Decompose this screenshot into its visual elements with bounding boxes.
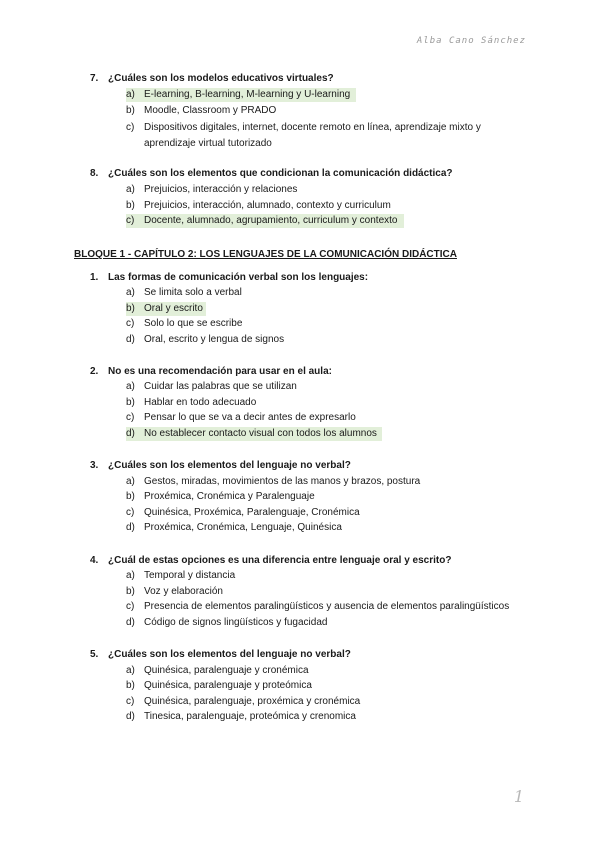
question-text: Las formas de comunicación verbal son los lenguajes: (108, 272, 369, 283)
option-text: Prejuicios, interacción, alumnado, contexto y curriculum (144, 200, 391, 211)
option-text: Proxémica, Cronémica y Paralenguaje (144, 491, 315, 502)
option-text: Presencia de elementos paralingüísticos y ausencia de elementos paralingüísticos (144, 601, 510, 612)
option-letter: c) (126, 696, 135, 707)
option-text: Tinesica, paralenguaje, proteómica y crenomica (144, 711, 356, 722)
option-4b (126, 585, 496, 599)
option-2b (126, 396, 496, 410)
question-number: 5. (90, 649, 99, 660)
option-5c (126, 695, 496, 709)
question-number: 3. (90, 460, 99, 471)
question-number: 7. (90, 73, 99, 84)
question-2 (90, 365, 332, 379)
option-2d (126, 427, 382, 441)
option-letter: b) (126, 586, 135, 597)
option-text: No establecer contacto visual con todos los alumnos (144, 428, 377, 439)
option-1a (126, 286, 496, 300)
option-letter: b) (126, 397, 135, 408)
option-text: Quinésica, paralenguaje y proteómica (144, 680, 312, 691)
option-1b (126, 302, 206, 316)
option-letter: a) (126, 381, 135, 392)
page-number: 1 (513, 787, 524, 806)
option-1c (126, 317, 496, 331)
option-3a (126, 475, 496, 489)
option-text: Quinésica, paralenguaje, proxémica y cronémica (144, 696, 361, 707)
question-text: ¿Cuáles son los elementos que condicionan la comunicación didáctica? (108, 168, 453, 179)
option-8b (126, 199, 496, 213)
option-text: Oral, escrito y lengua de signos (144, 334, 285, 345)
question-text: No es una recomendación para usar en el aula: (108, 366, 332, 377)
option-letter: a) (126, 184, 135, 195)
option-text: Docente, alumnado, agrupamiento, curriculum y contexto (144, 215, 398, 226)
author-name: Alba Cano Sánchez (416, 36, 526, 46)
option-7a (126, 88, 356, 102)
option-text: Prejuicios, interacción y relaciones (144, 184, 298, 195)
option-7b (126, 104, 496, 118)
option-5d (126, 710, 496, 724)
question-number: 8. (90, 168, 99, 179)
question-8 (90, 167, 453, 181)
option-3c (126, 506, 496, 520)
option-text: Temporal y distancia (144, 570, 236, 581)
question-4 (90, 554, 451, 568)
option-8c (126, 214, 404, 228)
question-1 (90, 271, 368, 285)
question-number: 1. (90, 272, 99, 283)
question-number: 4. (90, 555, 99, 566)
section-heading: BLOQUE 1 - CAPÍTULO 2: LOS LENGUAJES DE LA COMUNICACIÓN DIDÁCTICA (74, 249, 457, 260)
question-text: ¿Cuáles son los elementos del lenguaje no verbal? (108, 460, 351, 471)
question-7 (90, 72, 334, 86)
option-letter: a) (126, 287, 135, 298)
option-letter: a) (126, 665, 135, 676)
question-number: 2. (90, 366, 99, 377)
question-text: ¿Cuáles son los modelos educativos virtuales? (108, 73, 334, 84)
option-text: Quinésica, Proxémica, Paralenguaje, Cronémica (144, 507, 360, 518)
option-letter: b) (126, 105, 135, 116)
option-text: Hablar en todo adecuado (144, 397, 257, 408)
option-letter: a) (126, 570, 135, 581)
option-2a (126, 380, 496, 394)
option-letter: c) (126, 318, 135, 329)
option-letter: a) (126, 89, 135, 100)
option-text: Solo lo que se escribe (144, 318, 243, 329)
option-text: Proxémica, Cronémica, Lenguaje, Quinésica (144, 522, 342, 533)
option-text: Código de signos lingüísticos y fugacidad (144, 617, 328, 628)
option-7c (126, 120, 506, 152)
question-text: ¿Cuáles son los elementos del lenguaje no verbal? (108, 649, 351, 660)
question-3 (90, 459, 351, 473)
option-letter: b) (126, 200, 135, 211)
option-1d (126, 333, 496, 347)
option-5b (126, 679, 496, 693)
option-letter: c) (126, 507, 135, 518)
option-letter: b) (126, 491, 135, 502)
option-text: Quinésica, paralenguaje y cronémica (144, 665, 309, 676)
option-letter: c) (126, 215, 135, 226)
option-text: Cuidar las palabras que se utilizan (144, 381, 297, 392)
option-3b (126, 490, 496, 504)
option-2c (126, 411, 496, 425)
option-text: Pensar lo que se va a decir antes de expresarlo (144, 412, 356, 423)
option-letter: c) (126, 601, 135, 612)
option-letter: d) (126, 522, 135, 533)
option-3d (126, 521, 496, 535)
option-4a (126, 569, 496, 583)
option-4c (126, 600, 526, 614)
option-letter: c) (126, 412, 135, 423)
option-text: Se limita solo a verbal (144, 287, 242, 298)
option-letter: d) (126, 428, 135, 439)
question-5 (90, 648, 351, 662)
option-text: Oral y escrito (144, 303, 203, 314)
option-letter: d) (126, 334, 135, 345)
option-text: Voz y elaboración (144, 586, 223, 597)
option-letter: a) (126, 476, 135, 487)
option-letter: d) (126, 711, 135, 722)
option-letter: b) (126, 680, 135, 691)
option-5a (126, 664, 496, 678)
option-4d (126, 616, 496, 630)
option-letter: c) (126, 122, 135, 133)
option-letter: d) (126, 617, 135, 628)
option-8a (126, 183, 496, 197)
option-text: Dispositivos digitales, internet, docente remoto en línea, aprendizaje mixto y aprendizaje virtual tutorizado (144, 122, 481, 149)
option-text: Moodle, Classroom y PRADO (144, 105, 277, 116)
option-text: E-learning, B-learning, M-learning y U-learning (144, 89, 351, 100)
option-text: Gestos, miradas, movimientos de las manos y brazos, postura (144, 476, 421, 487)
option-letter: b) (126, 303, 135, 314)
question-text: ¿Cuál de estas opciones es una diferencia entre lenguaje oral y escrito? (108, 555, 452, 566)
